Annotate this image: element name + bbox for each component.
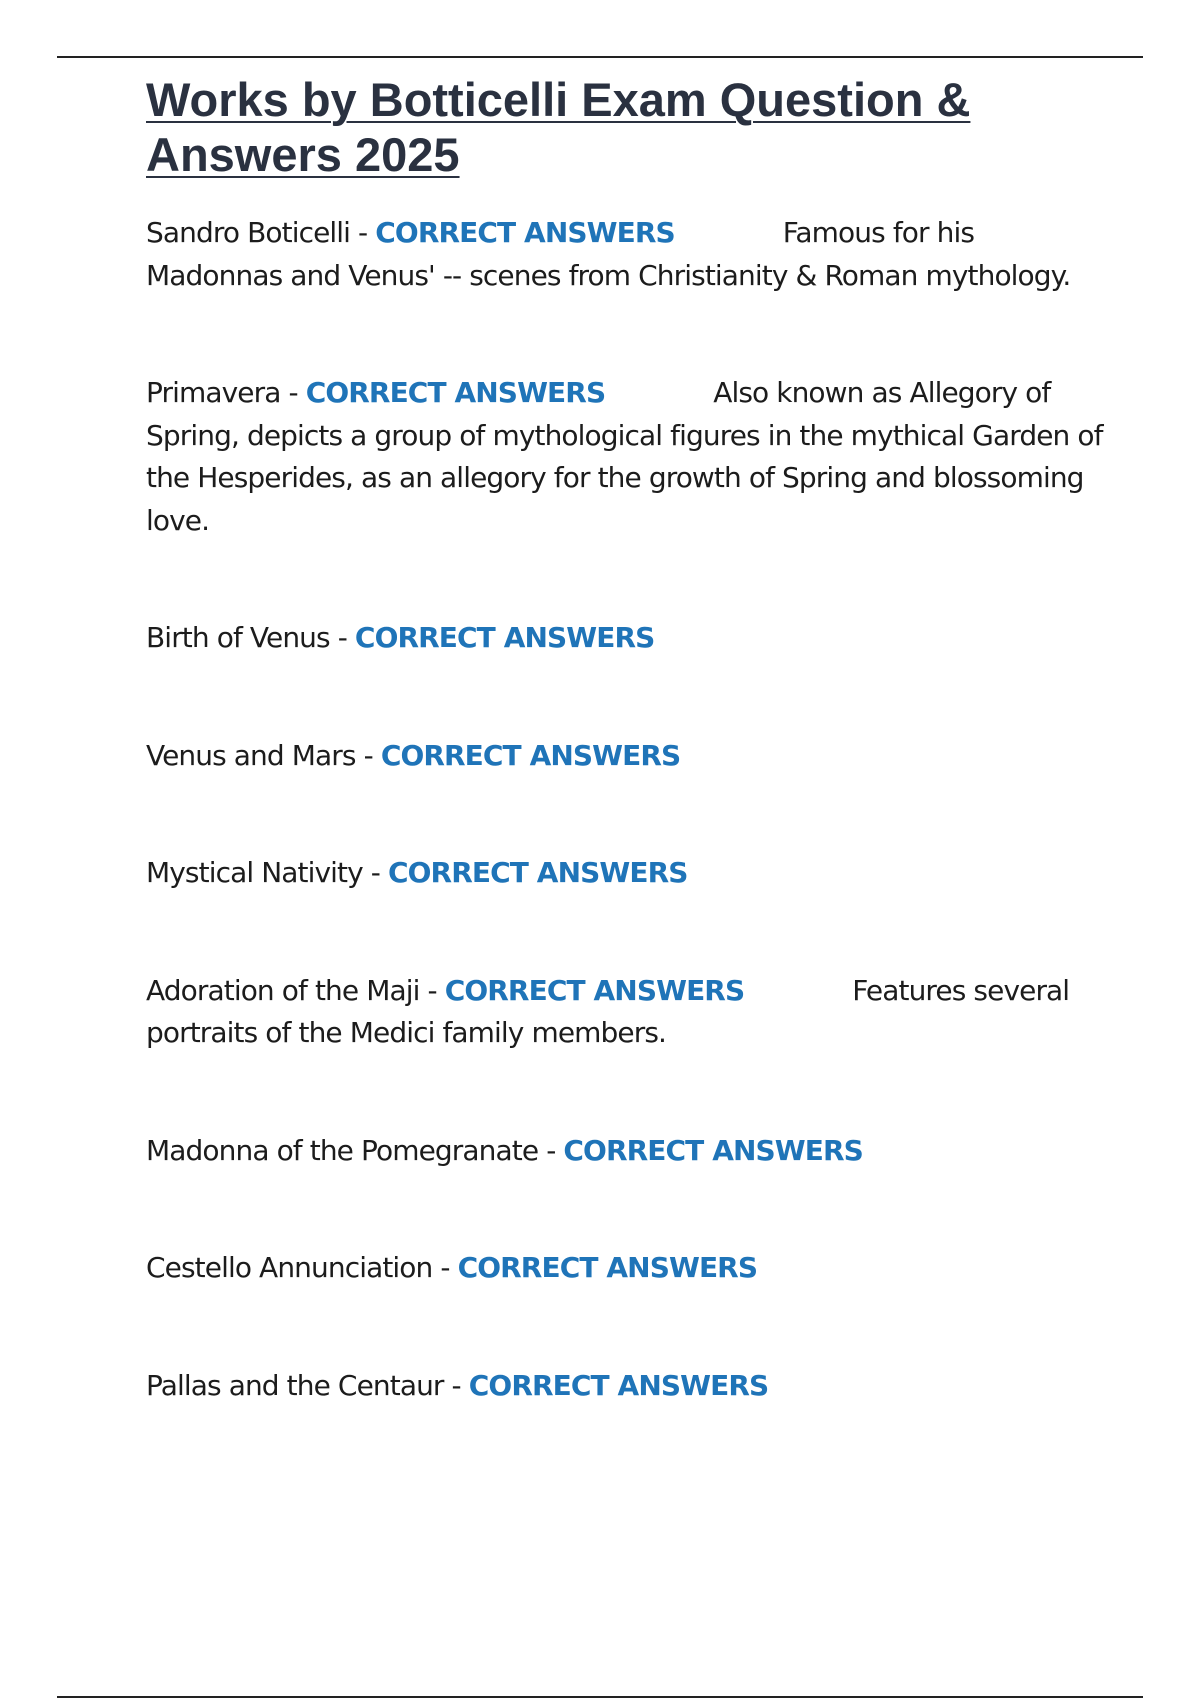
top-divider xyxy=(57,56,1143,58)
entry-definition: Famous for his Madonnas and Venus' -- scenes from Christianity & Roman mythology. xyxy=(146,216,1071,292)
entry-term: Madonna of the Pomegranate xyxy=(146,1133,539,1167)
bottom-divider xyxy=(57,1696,1143,1698)
correct-answers-label: CORRECT ANSWERS xyxy=(388,856,688,889)
qa-entry: Primavera - CORRECT ANSWERS Also known as Allegory of Spring, depicts a group of mythological figures in the mythical Garden of the Hesperides, as an allegory for the growth of Spring and blossoming love. xyxy=(146,376,1103,537)
correct-answers-label: CORRECT ANSWERS xyxy=(305,376,606,409)
correct-answers-label: CORRECT ANSWERS xyxy=(444,973,745,1007)
entry-term: Adoration of the Maji xyxy=(146,973,420,1007)
correct-answers-label: CORRECT ANSWERS xyxy=(380,738,681,772)
entry-term: Birth of Venus xyxy=(146,621,330,654)
entry-term: Pallas and the Centaur xyxy=(146,1368,444,1402)
correct-answers-label: CORRECT ANSWERS xyxy=(468,1368,769,1402)
entry-term: Sandro Boticelli xyxy=(146,216,351,249)
entry-term: Venus and Mars xyxy=(146,738,356,772)
qa-entry: Pallas and the Centaur - CORRECT ANSWERS xyxy=(146,1368,769,1402)
entry-term: Cestello Annunciation xyxy=(146,1251,433,1284)
qa-entry: Sandro Boticelli - CORRECT ANSWERS Famous for his Madonnas and Venus' -- scenes from Christianity & Roman mythology. xyxy=(146,216,1071,292)
correct-answers-label: CORRECT ANSWERS xyxy=(375,216,675,249)
entry-definition: Features several portraits of the Medici family members. xyxy=(146,973,1070,1049)
correct-answers-label: CORRECT ANSWERS xyxy=(354,621,655,654)
document-title: Works by Botticelli Exam Question & Answers 2025 xyxy=(146,73,971,181)
correct-answers-label: CORRECT ANSWERS xyxy=(563,1133,863,1167)
qa-entry: Madonna of the Pomegranate - CORRECT ANSWERS xyxy=(146,1133,863,1167)
qa-entry: Birth of Venus - CORRECT ANSWERS xyxy=(146,621,655,654)
qa-entry: Venus and Mars - CORRECT ANSWERS xyxy=(146,738,681,772)
qa-entry: Cestello Annunciation - CORRECT ANSWERS xyxy=(146,1251,758,1284)
entry-definition: Also known as Allegory of Spring, depicts a group of mythological figures in the mythical Garden of the Hesperides, as an allegory for the growth of Spring and blossoming love. xyxy=(146,376,1103,537)
qa-entry: Mystical Nativity - CORRECT ANSWERS xyxy=(146,856,688,889)
qa-list xyxy=(146,212,1106,1407)
entry-term: Primavera xyxy=(146,376,281,409)
qa-entry: Adoration of the Maji - CORRECT ANSWERS Features several portraits of the Medici family members. xyxy=(146,973,1070,1049)
entry-term: Mystical Nativity xyxy=(146,856,363,889)
correct-answers-label: CORRECT ANSWERS xyxy=(457,1251,758,1284)
